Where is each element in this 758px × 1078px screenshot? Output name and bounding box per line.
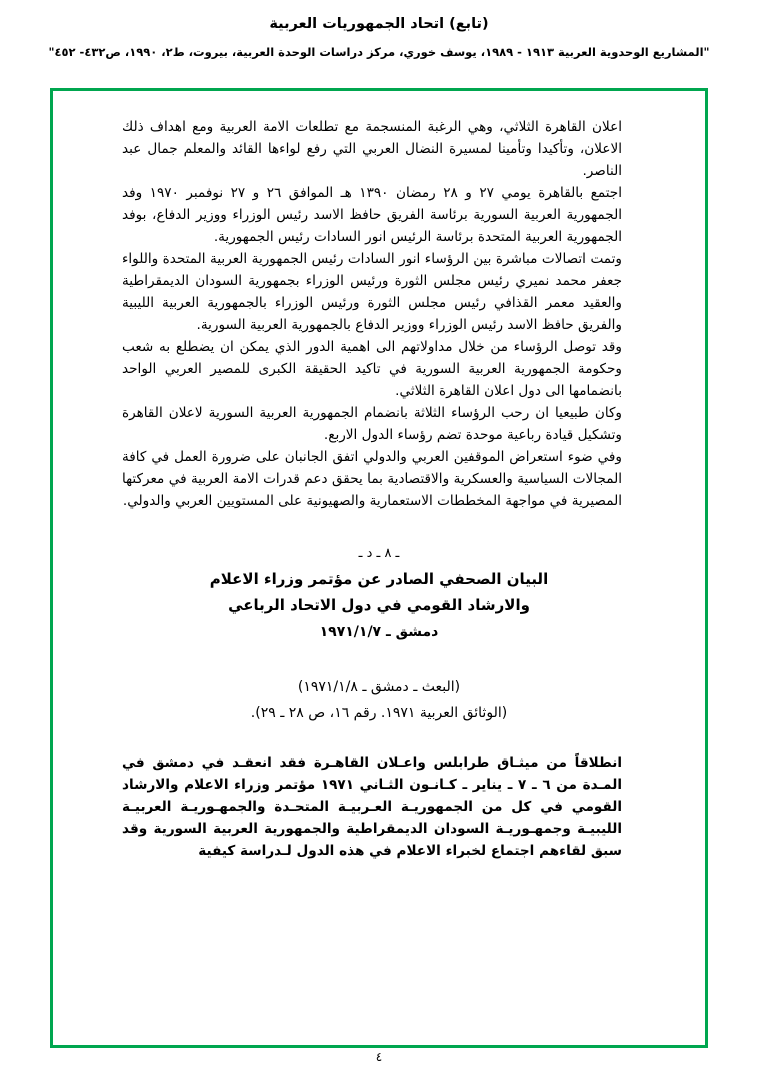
- paragraph: وفي ضوء استعراض الموقفين العربي والدولي اتفق الجانبان على ضرورة العمل في كافة المجالات السياسية والعسكرية والاقتصادية بما يحقق دعم قدرات الامة العربية في معركتها المصيرية في مواجهة المخططات الاستعمارية والصهيونية على المستويين العربي والدولي.: [122, 449, 622, 510]
- page-number: ٤: [375, 1050, 383, 1064]
- document-title-line-1: البيان الصحفي الصادر عن مؤتمر وزراء الاعلام: [209, 570, 549, 589]
- document-date: دمشق ـ ١٩٧١/١/٧: [319, 623, 439, 640]
- page-title: (تابع) اتحاد الجمهوريات العربية: [269, 16, 489, 32]
- source-reference-line-2: (الوثائق العربية ١٩٧١. رقم ١٦، ص ٢٨ ـ ٢٩).: [250, 705, 508, 722]
- paragraph: وقد توصل الرؤساء من خلال مداولاتهم الى اهمية الدور الذي يمكن ان يضطلع به شعب وحكومة الجمهورية العربية السورية في تاكيد الحقيقة الكبرى للمصير العربي الواحد بانضمامها الى دول اعلان القاهرة الثلاثي.: [122, 339, 622, 400]
- document-content: [50, 98, 708, 1048]
- section-spacer: [78, 726, 680, 752]
- page-header: [0, 0, 758, 60]
- section-spacer: [78, 512, 680, 546]
- paragraph: وتمت اتصالات مباشرة بين الرؤساء انور السادات رئيس الجمهورية العربية المتحدة واللواء جعفر محمد نميري رئيس مجلس الثورة ورئيس الوزراء بجمهورية السودان الديمقراطية والعقيد معمر القذافي رئيس مجلس الثورة ورئيس الوزراء بالجمهورية العربية الليبية والفريق حافظ الاسد رئيس الوزراء ووزير الدفاع بالجمهورية العربية السورية.: [122, 251, 622, 334]
- closing-paragraph: انطلاقاً من ميثـاق طرابلس واعـلان القاهـرة فقد انعقـد في دمشق في المـدة من ٦ ـ ٧ ـ يناير ـ كـانـون الثـاني ١٩٧١ مؤتمر وزراء الاعلام والارشاد القومي في كل من الجمهوريـة العـربيـة المتحـدة والجمهـوريـة العربيـة الليبيـة وجمهـوريـة السودان الديمقراطية والجمهورية العربية السورية وقد سبق لقاءهم اجتماع لخبراء الاعلام في هذه الدول لـدراسة كيفية: [122, 754, 622, 859]
- paragraph: اجتمع بالقاهرة يومي ٢٧ و ٢٨ رمضان ١٣٩٠ هـ الموافق ٢٦ و ٢٧ نوفمبر ١٩٧٠ وفد الجمهورية العربية السورية برئاسة الفريق حافظ الاسد رئيس الوزراء ووزير الدفاع، بوفد الجمهورية العربية المتحدة برئاسة الرئيس انور السادات رئيس الجمهورية.: [122, 185, 622, 246]
- source-reference-line-1: (البعث ـ دمشق ـ ١٩٧١/١/٨): [297, 678, 461, 695]
- source-citation: "المشاريع الوحدوية العربية ١٩١٣ - ١٩٨٩، يوسف خوري، مركز دراسات الوحدة العربية، بيروت، ط٢، ١٩٩٠، ص٤٣٢- ٤٥٢": [48, 45, 710, 60]
- paragraph: وكان طبيعيا ان رحب الرؤساء الثلاثة بانضمام الجمهورية العربية السورية لاعلان القاهرة وتشكيل قيادة رباعية موحدة تضم رؤساء الدول الاربع.: [122, 405, 622, 444]
- paragraph: اعلان القاهرة الثلاثي، وهي الرغبة المنسجمة مع تطلعات الامة العربية ومع اهداف ذلك الاعلان، وتأكيدا وتأمينا لمسيرة النضال العربي التي رفع لواءها القائد والمعلم جمال عبد الناصر.: [122, 119, 622, 180]
- section-divider: ـ ٨ ـ د ـ: [358, 546, 400, 562]
- document-title-line-2: والارشاد القومي في دول الاتحاد الرباعي: [228, 596, 530, 615]
